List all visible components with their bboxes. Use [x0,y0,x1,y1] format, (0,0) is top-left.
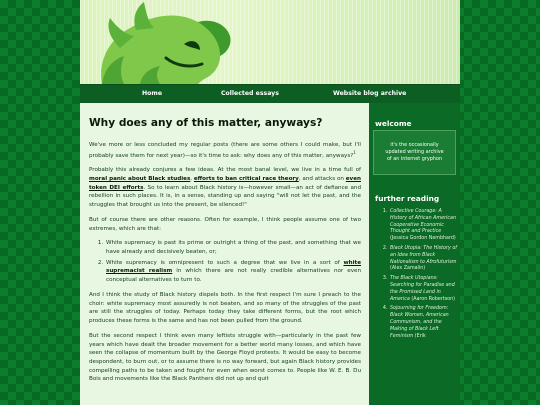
reading-item-author: (Jessica Gordon Nembhard) [390,236,456,242]
nav-collected-essays-link[interactable]: Collected essays [221,90,279,97]
extremes-list [89,239,361,285]
reading-item[interactable] [389,306,457,340]
footnote-ref[interactable]: 1 [353,149,356,155]
nav-blog-archive-link[interactable]: Website blog archive [333,90,407,97]
header-banner [80,0,460,84]
dei-efforts-link[interactable]: even token DEI efforts [89,176,361,191]
white-supremacist-realism-link[interactable]: white supremacist realism [106,259,361,275]
paragraph-2-text: Probably this already conjures a few ideas. At the most banal level, we live in a time full of [89,167,361,174]
paragraph-1 [89,141,361,160]
gryphon-logo-icon [80,0,460,84]
list-item-text: White supremacy is omnipresent to such a degree that we live in a sort of [106,259,344,266]
list-item: 1. White supremacy is past its prime or outright a thing of the past, and something that we have already and decisively beaten, or; [105,239,361,256]
post-title: Why does any of this matter, anyways? [89,117,323,129]
reading-item[interactable] [389,209,457,243]
reading-list [373,209,457,343]
reading-item-title[interactable]: Sojourning for Freedom: Black Women, American Communism, and the Making of Black Left Feminism [390,306,449,339]
main-content [80,103,369,405]
reading-item-author: (Aaron Robertson) [409,296,456,302]
crt-ban-link[interactable]: efforts to ban critical race theory [193,176,299,183]
welcome-heading: welcome [375,119,412,128]
paragraph-5: But the second respect I think even many leftists struggle with—particularly in the past few years which have dealt the broader movement for a better world many losses, and which have seen the collapse of momentum built by the George Floyd protests. It would be easy to become despondent, to burn out, or to assume there is no way forward, but again Black history provides compelling paths to be taken and fought for even when worst comes to. People like W. E. B. Du Bois and movements like the Black Panthers did not up and quit [89,332,361,383]
reading-item-title[interactable]: Black Utopia: The History of an Idea from Black Nationalism to Afrofuturism [390,245,457,265]
reading-item-author: (Alex Zamalin) [390,266,426,272]
list-item [105,259,361,285]
nav-home-link[interactable]: Home [142,90,163,97]
paragraph-3: But of course there are other reasons. Often for example, I think people assume one of two extremes, which are that: [89,216,361,232]
paragraph-1-text: We've more or less concluded my regular posts (there are some others I could make, but I'll probably save them for next year)—so it's time to ask: why does any of this matter, anyways? [89,142,361,159]
sidebar [369,103,460,405]
paragraph-2-text-c: . So to learn about Black history is—however small—an act of defiance and rebellion in such places. It is, in a sense, standing up and saying "will not let the past, and the struggles that brought us into the present, be silenced!" [89,184,361,209]
paragraph-2 [89,166,361,210]
page [80,0,460,405]
welcome-box: it's the occasionally updated writing archive of an internet gryphon [373,130,456,175]
reading-item-author: (Erik [413,333,426,339]
moral-panic-link[interactable]: moral panic about Black studies [89,176,191,183]
paragraph-2-sep: , [190,176,194,183]
reading-item-title[interactable]: The Black Utopians: Searching for Paradise and the Promised Land in America [390,276,455,302]
reading-item-title[interactable]: Collective Courage: A History of African American Cooperative Economic Thought and Practice [390,209,456,235]
reading-item[interactable] [389,246,457,273]
reading-item[interactable] [389,276,457,303]
paragraph-4: And I think the study of Black history dispels both. In the first respect I'm sure I preach to the choir: white supremacy most assuredly is not beaten, and so many of the struggles of the past are still the struggles of today. Perhaps today they take different forms, but the root which produces these forms is the same and has not been pulled from the ground. [89,291,361,325]
paragraph-2-text-b: , and attacks on [298,176,346,183]
main-nav [80,84,460,104]
further-reading-heading: further reading [375,194,440,203]
list-item-text-b: in which there are not really credible alternatives nor even conceptual alternatives to turn to. [106,268,361,284]
